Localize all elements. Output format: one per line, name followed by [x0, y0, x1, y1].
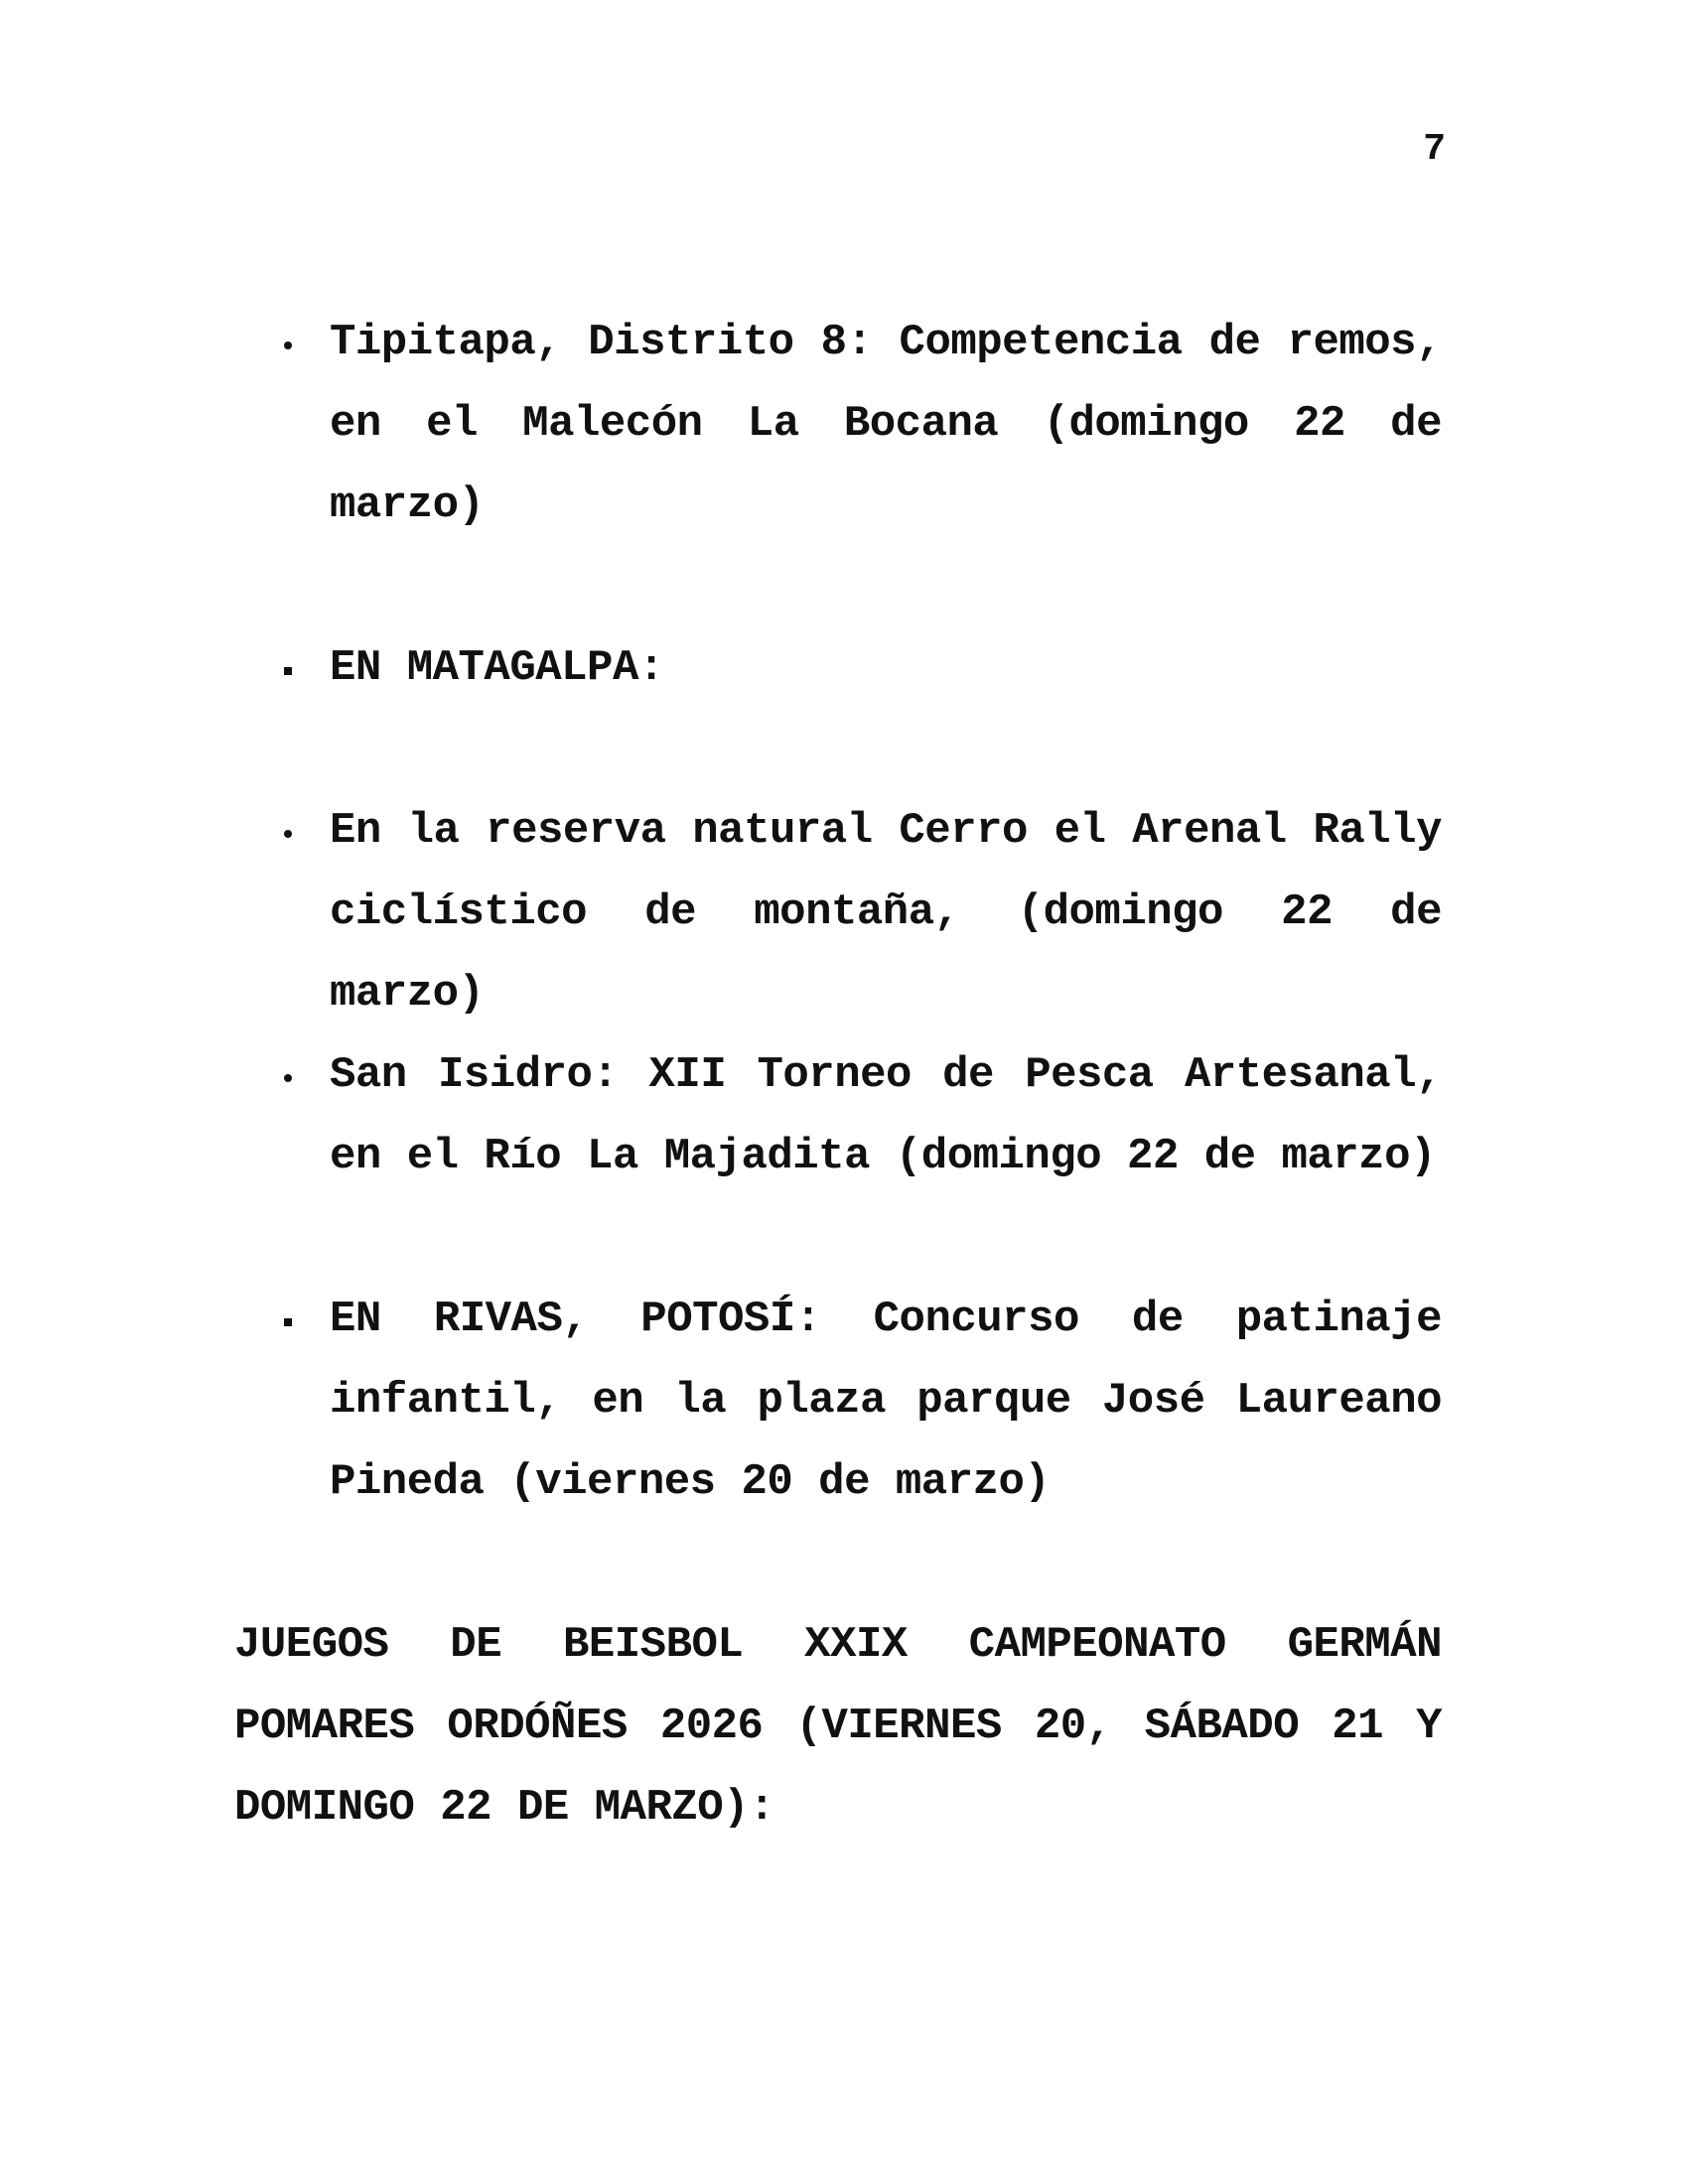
- square-bullet-icon: [278, 1279, 302, 1360]
- page-number: 7: [1423, 128, 1446, 171]
- list-item-rivas: [330, 1279, 1442, 1523]
- list-item-san-isidro: [330, 1034, 1442, 1197]
- round-bullet-icon: [278, 1034, 302, 1116]
- section-heading: JUEGOS DE BEISBOL XXIX CAMPEONATO GERMÁN POMARES ORDÓÑES 2026 (VIERNES 20, SÁBADO 21 Y DOMINGO 22 DE MARZO):: [234, 1620, 1442, 1833]
- round-bullet-icon: [278, 302, 302, 383]
- list-item-cerro-arenal: [330, 790, 1442, 1034]
- list-item-matagalpa: [330, 627, 1442, 709]
- list-item-text: EN RIVAS, POTOSÍ: Concurso de patinaje infantil, en la plaza parque José Laureano Pineda (viernes 20 de marzo): [330, 1295, 1442, 1507]
- list-item-tipitapa: [330, 302, 1442, 546]
- round-bullet-icon: [278, 790, 302, 872]
- list-item-text: EN MATAGALPA:: [330, 643, 664, 693]
- list-item-text: Tipitapa, Distrito 8: Competencia de remos, en el Malecón La Bocana (domingo 22 de marzo): [330, 318, 1442, 530]
- list-item-text: San Isidro: XII Torneo de Pesca Artesanal, en el Río La Majadita (domingo 22 de marzo): [330, 1050, 1442, 1181]
- list-item-text: En la reserva natural Cerro el Arenal Rally ciclístico de montaña, (domingo 22 de marzo): [330, 806, 1442, 1019]
- square-bullet-icon: [278, 627, 302, 709]
